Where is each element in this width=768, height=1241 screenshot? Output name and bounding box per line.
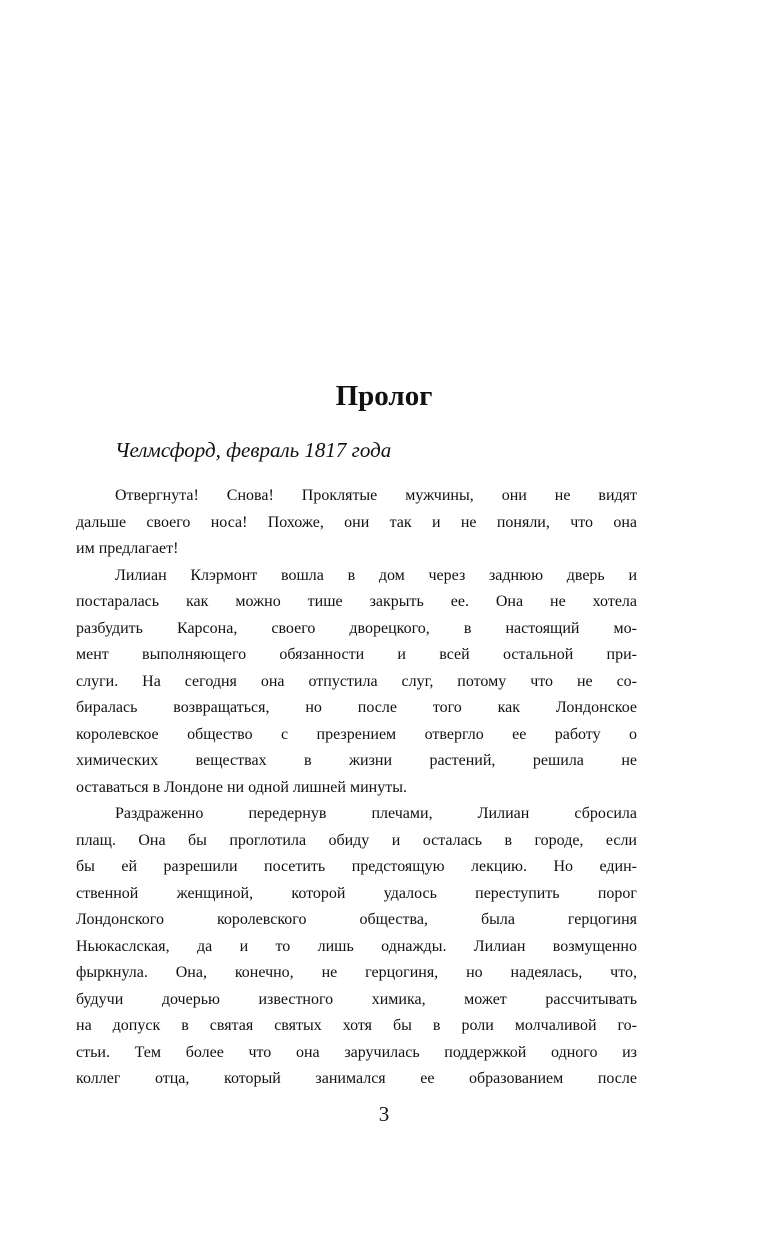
text-line: ственной женщиной, которой удалось переступить порог <box>76 884 637 902</box>
text-line: будучи дочерью известного химика, может рассчитывать <box>76 990 637 1008</box>
text-line: разбудить Карсона, своего дворецкого, в настоящий мо- <box>76 619 637 637</box>
text-line: Лилиан Клэрмонт вошла в дом через заднюю дверь и <box>115 566 637 584</box>
chapter-dateline: Челмсфорд, февраль 1817 года <box>115 438 392 462</box>
text-line: Отвергнута! Снова! Проклятые мужчины, они не видят <box>115 487 637 504</box>
text-line: бы ей разрешили посетить предстоящую лекцию. Но един- <box>76 858 637 875</box>
body-text <box>76 487 637 1097</box>
text-line: им предлагает! <box>76 540 179 557</box>
text-line: постаралась как можно тише закрыть ее. Она не хотела <box>76 593 637 610</box>
text-line: на допуск в святая святых хотя бы в роли молчаливой го- <box>76 1017 637 1034</box>
text-line: Раздраженно передернув плечами, Лилиан сбросила <box>115 805 637 822</box>
text-line: Лондонского королевского общества, была герцогиня <box>76 911 637 928</box>
text-line: химических веществах в жизни растений, решила не <box>76 752 637 769</box>
text-line: биралась возвращаться, но после того как Лондонское <box>76 699 637 716</box>
text-line: мент выполняющего обязанности и всей остальной при- <box>76 646 637 663</box>
text-line: слуги. На сегодня она отпустила слуг, потому что не со- <box>76 672 637 690</box>
page-number: 3 <box>378 1102 390 1126</box>
text-line: дальше своего носа! Похоже, они так и не поняли, что она <box>76 513 637 531</box>
text-line: фыркнула. Она, конечно, не герцогиня, но надеялась, что, <box>76 964 637 981</box>
text-line: плащ. Она бы проглотила обиду и осталась в городе, если <box>76 831 637 849</box>
text-line: стьи. Тем более что она заручилась поддержкой одного из <box>76 1043 637 1061</box>
text-line: Ньюкаслская, да и то лишь однажды. Лилиан возмущенно <box>76 937 637 955</box>
text-line: оставаться в Лондоне ни одной лишней минуты. <box>76 778 407 796</box>
chapter-title: Пролог <box>335 380 433 412</box>
text-line: королевское общество с презрением отвергло ее работу о <box>76 725 637 743</box>
text-line: коллег отца, который занимался ее образованием после <box>76 1070 637 1087</box>
